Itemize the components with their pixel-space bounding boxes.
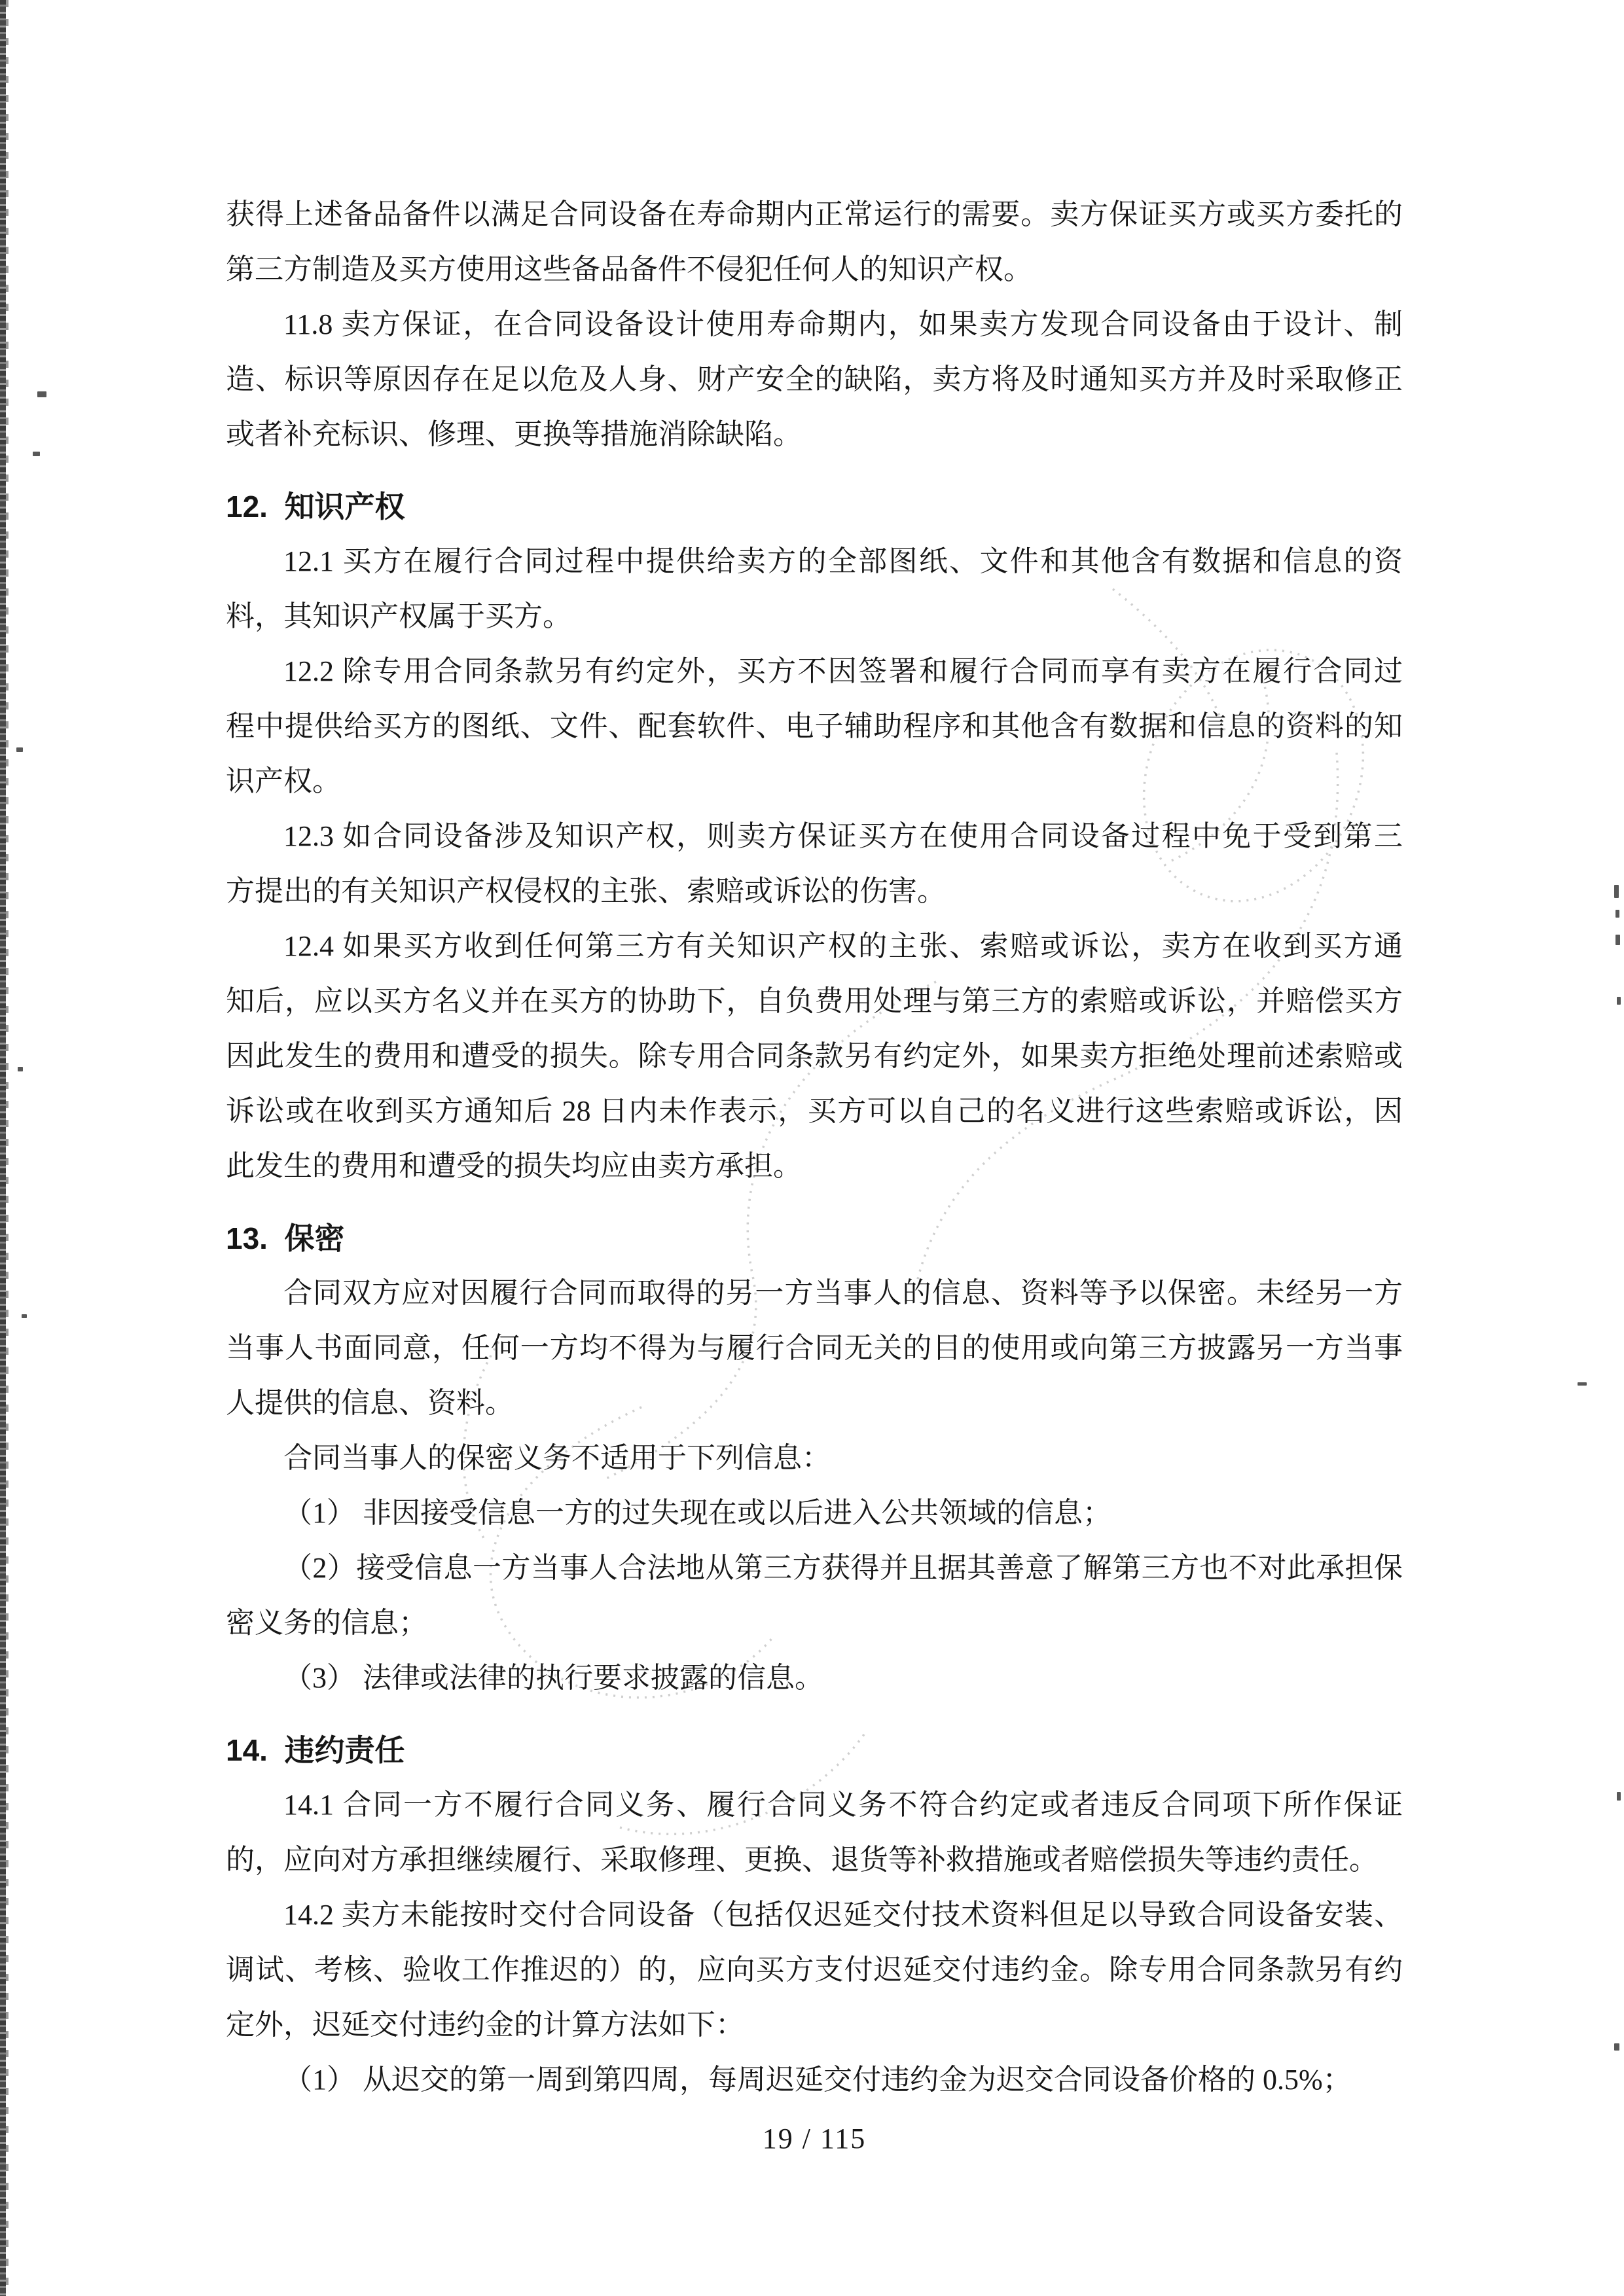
text-line: 第三方制造及买方使用这些备品备件不侵犯任何人的知识产权。 — [226, 253, 1032, 285]
paragraph — [226, 644, 1403, 809]
text-line: 料，其知识产权属于买方。 — [226, 600, 571, 632]
paragraph — [226, 1778, 1403, 1888]
text-line: 11.8 卖方保证，在合同设备设计使用寿命期内，如果卖方发现合同设备由于设计、制 — [283, 308, 1403, 340]
section-heading — [226, 1211, 1403, 1266]
text-line: 密义务的信息； — [226, 1607, 427, 1639]
text-line: 识产权。 — [226, 765, 341, 797]
text-line: 知后，应以买方名义并在买方的协助下，自负费用处理与第三方的索赔或诉讼，并赔偿买方 — [226, 985, 1403, 1017]
text-line: 12.4 如果买方收到任何第三方有关知识产权的主张、索赔或诉讼，卖方在收到买方通 — [283, 930, 1403, 962]
paragraph — [226, 1888, 1403, 2053]
paragraph — [226, 1266, 1403, 1431]
ink-speck — [37, 391, 46, 397]
ink-speck — [18, 1067, 23, 1071]
paragraph — [226, 187, 1403, 297]
text-line: 合同双方应对因履行合同而取得的另一方当事人的信息、资料等予以保密。未经另一方 — [283, 1277, 1403, 1309]
paragraph — [226, 1431, 1403, 1486]
scan-edge-artifact — [0, 0, 6, 2296]
text-line: 13. 保密 — [226, 1221, 345, 1255]
section-heading — [226, 479, 1403, 534]
section-heading — [226, 1723, 1403, 1778]
text-line: 因此发生的费用和遭受的损失。除专用合同条款另有约定外，如果卖方拒绝处理前述索赔或 — [226, 1040, 1403, 1072]
text-line: 方提出的有关知识产权侵权的主张、索赔或诉讼的伤害。 — [226, 875, 946, 907]
text-line: （1） 非因接受信息一方的过失现在或以后进入公共领域的信息； — [283, 1497, 1111, 1529]
text-line: 12.2 除专用合同条款另有约定外，买方不因签署和履行合同而享有卖方在履行合同过 — [283, 655, 1403, 687]
paragraph — [226, 809, 1403, 919]
ink-speck — [22, 1314, 27, 1318]
text-line: 调试、考核、验收工作推迟的）的，应向买方支付迟延交付违约金。除专用合同条款另有约 — [226, 1954, 1403, 1986]
text-line: （1） 从迟交的第一周到第四周，每周迟延交付违约金为迟交合同设备价格的 0.5%； — [283, 2064, 1352, 2096]
page-number: 19 / 115 — [762, 2123, 867, 2155]
paragraph — [226, 534, 1403, 644]
text-line: 14. 违约责任 — [226, 1733, 405, 1767]
paragraph — [226, 1541, 1403, 1651]
text-line: 或者补充标识、修理、更换等措施消除缺陷。 — [226, 418, 802, 450]
ink-speck — [1617, 997, 1621, 1005]
paragraph — [226, 919, 1403, 1194]
ink-speck — [1617, 1792, 1621, 1801]
ink-speck — [1614, 885, 1619, 898]
text-line: 当事人书面同意，任何一方均不得为与履行合同无关的目的使用或向第三方披露另一方当事 — [226, 1332, 1403, 1364]
text-line: 14.2 卖方未能按时交付合同设备（包括仅迟延交付技术资料但足以导致合同设备安装、 — [283, 1899, 1403, 1931]
document-body — [226, 187, 1403, 2108]
text-line: （2）接受信息一方当事人合法地从第三方获得并且据其善意了解第三方也不对此承担保 — [283, 1552, 1403, 1584]
paragraph — [226, 1486, 1403, 1541]
ink-speck — [1615, 910, 1619, 918]
paragraph — [226, 2053, 1403, 2108]
text-line: （3） 法律或法律的执行要求披露的信息。 — [283, 1662, 823, 1694]
text-line: 人提供的信息、资料。 — [226, 1387, 514, 1419]
text-line: 14.1 合同一方不履行合同义务、履行合同义务不符合约定或者违反合同项下所作保证 — [283, 1789, 1403, 1821]
text-line: 合同当事人的保密义务不适用于下列信息： — [283, 1442, 831, 1474]
ink-speck — [1578, 1382, 1587, 1386]
text-line: 12.3 如合同设备涉及知识产权，则卖方保证买方在使用合同设备过程中免于受到第三 — [283, 820, 1403, 852]
ink-speck — [33, 452, 40, 456]
text-line: 定外，迟延交付违约金的计算方法如下： — [226, 2009, 744, 2041]
ink-speck — [1615, 935, 1620, 945]
text-line: 12. 知识产权 — [226, 490, 405, 524]
text-line: 诉讼或在收到买方通知后 28 日内未作表示，买方可以自己的名义进行这些索赔或诉讼，因 — [226, 1095, 1403, 1127]
ink-speck — [16, 747, 23, 752]
paragraph — [226, 297, 1403, 462]
paragraph — [226, 1651, 1403, 1706]
text-line: 获得上述备品备件以满足合同设备在寿命期内正常运行的需要。卖方保证买方或买方委托的 — [226, 198, 1403, 230]
text-line: 造、标识等原因存在足以危及人身、财产安全的缺陷，卖方将及时通知买方并及时采取修正 — [226, 363, 1403, 395]
text-line: 此发生的费用和遭受的损失均应由卖方承担。 — [226, 1150, 802, 1182]
ink-speck — [1614, 2043, 1619, 2051]
text-line: 的，应向对方承担继续履行、采取修理、更换、退货等补救措施或者赔偿损失等违约责任。 — [226, 1844, 1378, 1876]
text-line: 12.1 买方在履行合同过程中提供给卖方的全部图纸、文件和其他含有数据和信息的资 — [283, 545, 1403, 577]
text-line: 程中提供给买方的图纸、文件、配套软件、电子辅助程序和其他含有数据和信息的资料的知 — [226, 710, 1403, 742]
